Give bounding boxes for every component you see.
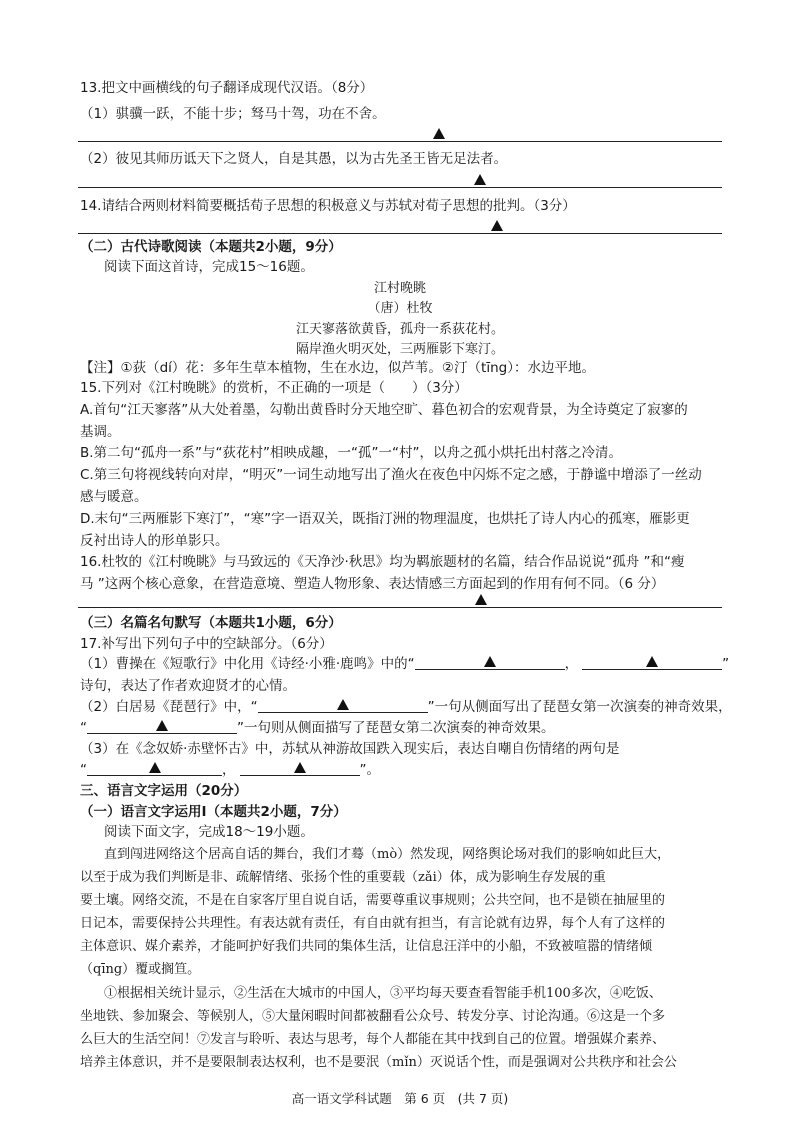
q17-2-text-d: ”一句则从侧面描写了琵琶女第二次演奏的神奇效果。 bbox=[237, 720, 555, 736]
passage-line: ①根据相关统计显示，②生活在大城市的中国人，③平均每天要查看智能手机100多次，④吃饭、 bbox=[104, 986, 662, 1001]
blank-field[interactable] bbox=[240, 761, 360, 776]
answer-marker-icon bbox=[433, 128, 445, 139]
poem-line-2: 隔岸渔火明灭处，三两雁影下寒汀。 bbox=[295, 342, 504, 357]
poem-line-1: 江天寥落欲黄昏，孤舟一系荻花村。 bbox=[295, 322, 504, 337]
answer-line bbox=[78, 187, 722, 188]
language-intro: 阅读下面文字，完成18～19小题。 bbox=[104, 824, 314, 840]
q15-title: 15.下列对《江村晚眺》的赏析，不正确的一项是（ ）（3分） bbox=[80, 380, 468, 396]
section-header-recitation: （三）名篇名句默写（本题共1小题，6分） bbox=[80, 615, 342, 631]
answer-marker-icon bbox=[646, 656, 658, 667]
q15-option-d-cont: 反衬出诗人的形单影只。 bbox=[80, 533, 229, 549]
q17-1-sep: ， bbox=[564, 656, 579, 672]
part-header-language: 三、语言文字运用（20分） bbox=[80, 783, 248, 799]
q17-3-open: “ bbox=[80, 762, 87, 778]
passage-line: 日记本，需要保持公共理性。有表达就有责任，有自由就有担当，有言论就有边界，每个人有了这样的 bbox=[80, 916, 666, 931]
blank-field[interactable] bbox=[258, 698, 428, 713]
q15-option-a: A.首句“江天寥落”从大处着墨，勾勒出黄昏时分天地空旷、暮色初合的宏观背景，为全诗奠定了寂寥的 bbox=[80, 402, 688, 418]
passage-line: 直到闯进网络这个居高自话的舞台，我们才蓦（mò）然发现，网络舆论场对我们的影响如此巨大， bbox=[104, 847, 671, 862]
q17-3-sep: ， bbox=[222, 762, 236, 778]
q14-title: 14.请结合两则材料简要概括荀子思想的积极意义与苏轼对荀子思想的批判。（3分） bbox=[80, 198, 576, 214]
q15-option-c-cont: 感与暖意。 bbox=[80, 489, 148, 505]
answer-line bbox=[78, 233, 722, 234]
q17-1-close: ” bbox=[722, 656, 730, 672]
q17-3-close: ”。 bbox=[359, 762, 380, 778]
q17-item-3-cont bbox=[80, 761, 380, 779]
poem-note: 【注】①荻（dí）花：多年生草本植物，生在水边，似芦苇。②汀（tīng）：水边平地。 bbox=[80, 360, 595, 376]
q13-sentence-1: （1）骐骥一跃，不能十步；驽马十驾，功在不舍。 bbox=[80, 106, 386, 122]
q17-item-1 bbox=[80, 655, 729, 673]
q15-option-c: C.第三句将视线转向对岸，“明灭”一词生动地写出了渔火在夜色中闪烁不定之感，于静谧中增添了一丝动 bbox=[80, 467, 702, 483]
answer-line bbox=[78, 607, 722, 608]
poetry-intro: 阅读下面这首诗，完成15～16题。 bbox=[104, 259, 314, 275]
passage-line: 主体意识、媒介素养，才能呵护好我们共同的集体生活，让信息汪洋中的小船，不致被喧嚣的情绪倾 bbox=[80, 939, 653, 954]
q17-2-text-b: ”一句从侧面写出了琵琶女第一次演奏的神奇效果， bbox=[427, 699, 732, 715]
q15-option-b: B.第二句“孤舟一系”与“荻花村”相映成趣，一“孤”一“村”，以舟之孤小烘托出村落之冷清。 bbox=[80, 445, 623, 461]
answer-marker-icon bbox=[294, 762, 306, 773]
passage-line: 坐地铁、参加聚会、等候别人，⑤大量闲暇时间都被翻看公众号、转发分享、讨论沟通。⑥这是一个多 bbox=[80, 1009, 666, 1024]
answer-marker-icon bbox=[149, 762, 161, 773]
q17-item-1-cont: 诗句，表达了作者欢迎贤才的心情。 bbox=[80, 678, 296, 694]
blank-field[interactable] bbox=[415, 655, 565, 670]
q17-2-open: “ bbox=[80, 720, 87, 736]
q17-item-2-cont bbox=[80, 719, 555, 737]
passage-line: （qīng）覆或搁笪。 bbox=[80, 962, 201, 977]
section-header-poetry: （二）古代诗歌阅读（本题共2小题，9分） bbox=[80, 239, 342, 255]
blank-field[interactable] bbox=[582, 655, 722, 670]
q13-title: 13.把文中画横线的句子翻译成现代汉语。（8分） bbox=[80, 80, 374, 96]
q17-2-text: （2）白居易《琵琶行》中，“ bbox=[80, 699, 258, 715]
answer-marker-icon bbox=[491, 220, 503, 231]
blank-field[interactable] bbox=[87, 719, 237, 734]
passage-line: 以至于成为我们判断是非、疏解情绪、张扬个性的重要载（zǎi）体，成为影响生存发展的重 bbox=[80, 870, 606, 885]
q17-title: 17.补写出下列句子中的空缺部分。（6分） bbox=[80, 636, 333, 652]
q16-title-cont: 马 ”这两个核心意象，在营造意境、塑造人物形象、表达情感三方面起到的作用有何不同。（6 分） bbox=[80, 576, 665, 592]
section-header-language-1: （一）语言文字运用Ⅰ（本题共2小题，7分） bbox=[80, 804, 347, 820]
blank-field[interactable] bbox=[87, 761, 222, 776]
answer-line bbox=[78, 141, 722, 142]
q15-option-d: D.末句“三两雁影下寒汀”，“寒”字一语双关，既指汀洲的物理温度，也烘托了诗人内心的孤寒，雁影更 bbox=[80, 511, 690, 527]
q17-item-3: （3）在《念奴娇·赤壁怀古》中，苏轼从神游故国跌入现实后，表达自嘲自伤情绪的两句是 bbox=[80, 741, 620, 757]
q13-sentence-2: （2）彼见其师历诋天下之贤人，自是其愚，以为古先圣王皆无足法者。 bbox=[80, 151, 508, 167]
answer-marker-icon bbox=[156, 720, 168, 731]
q16-title: 16.杜牧的《江村晚眺》与马致远的《天净沙·秋思》均为羁旅题材的名篇，结合作品说说“孤舟 ”和“瘦 bbox=[80, 554, 685, 570]
q17-1-text: （1）曹操在《短歌行》中化用《诗经·小雅·鹿鸣》中的“ bbox=[80, 656, 415, 672]
passage-line: 培养主体意识，并不是要限制表达权利，也不是要泯（mǐn）灭说话个性，而是强调对公共秩序和社会公 bbox=[80, 1055, 677, 1070]
passage-line: 么巨大的生活空间！⑦发言与聆听、表达与思考，每个人都能在其中找到自己的位置。增强媒介素养、 bbox=[80, 1032, 666, 1047]
answer-marker-icon bbox=[474, 174, 486, 185]
answer-marker-icon bbox=[475, 594, 487, 605]
poem-title: 江村晚眺 bbox=[373, 281, 426, 296]
q15-option-a-cont: 基调。 bbox=[80, 424, 121, 440]
answer-marker-icon bbox=[337, 699, 349, 710]
page-footer: 高一语文学科试题 第 6 页 (共 7 页) bbox=[291, 1091, 509, 1106]
passage-line: 要土壤。网络交流，不是在自家客厅里自说自话，需要尊重议事规则；公共空间，也不是锁在抽屉里的 bbox=[80, 893, 666, 908]
q17-item-2 bbox=[80, 698, 732, 716]
poem-author: （唐）杜牧 bbox=[367, 301, 433, 316]
answer-marker-icon bbox=[484, 656, 496, 667]
